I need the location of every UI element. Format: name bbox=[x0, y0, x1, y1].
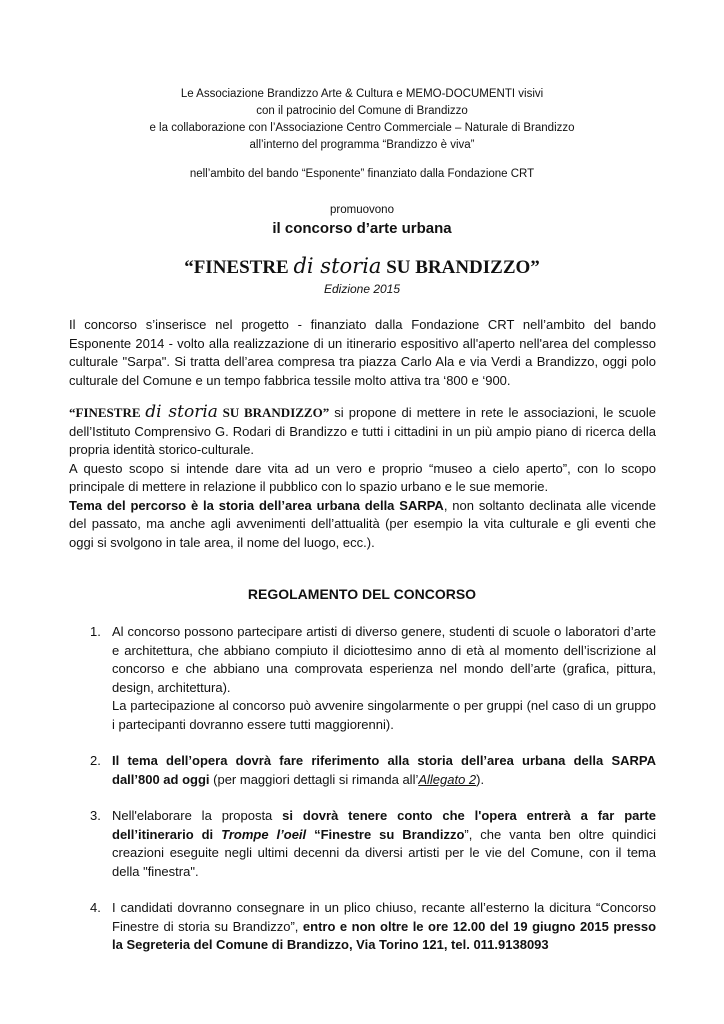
promuovono-text: promuovono bbox=[330, 204, 394, 216]
list-item bbox=[69, 752, 656, 789]
header-line-3: e la collaborazione con l’Associazione Centro Commerciale – Naturale di Brandizzo bbox=[149, 122, 575, 134]
item-number: 2. bbox=[90, 753, 101, 768]
list-item bbox=[69, 899, 656, 955]
intro-p2 bbox=[69, 403, 656, 460]
item3-text bbox=[112, 807, 656, 881]
main-title-part-c: SU BRANDIZZO” bbox=[381, 257, 540, 278]
item3-rest: ”, che vanta ben oltre quindici creazioni eseguite negli ultimi decenni da diversi artisti per le vie del Comune, con il tema della "finestra". bbox=[112, 826, 656, 879]
intro-p2-title-c: SU BRANDIZZO” bbox=[217, 405, 330, 420]
header-block bbox=[0, 86, 724, 154]
item3-bold-italic: Trompe l’oeil bbox=[221, 826, 307, 842]
list-item bbox=[69, 807, 656, 881]
header-line-5: nell’ambito del bando “Esponente” finanziato dalla Fondazione CRT bbox=[189, 168, 535, 180]
intro-p2-rest: si propone di mettere in rete le associazioni, le scuole dell’Istituto Comprensivo G. Rodari di Brandizzo e tutti i cittadini in un più ampio piano di ricerca della propria identità storico-culturale. bbox=[69, 405, 656, 457]
regolamento-list bbox=[69, 623, 656, 955]
intro-p4 bbox=[69, 497, 656, 553]
regolamento-title: REGOLAMENTO DEL CONCORSO bbox=[247, 586, 477, 602]
item3-a: Nell'elaborare la proposta bbox=[112, 808, 283, 823]
item3-bold-2: “Finestre su Brandizzo bbox=[306, 826, 465, 842]
item3-bold-1: si dovrà tenere conto che l'opera entrerà a far parte dell’itinerario di bbox=[112, 808, 656, 842]
item4-a: I candidati dovranno consegnare in un plico chiuso, recante all’esterno la dicitura “Concorso Finestre di storia su Brandizzo”, bbox=[112, 900, 656, 934]
edizione-text: Edizione 2015 bbox=[323, 282, 401, 296]
header-line-4: all’interno del programma “Brandizzo è viva” bbox=[249, 139, 475, 151]
item2-end: ). bbox=[476, 771, 485, 787]
list-item bbox=[69, 623, 656, 734]
item2-mid: (per maggiori dettagli si rimanda all’ bbox=[209, 771, 419, 787]
intro-paragraph-1 bbox=[69, 316, 656, 390]
concorso-title: il concorso d’arte urbana bbox=[272, 220, 452, 237]
item1-text-b: La partecipazione al concorso può avvenire singolarmente o per gruppi (nel caso di un gruppo i partecipanti dovranno essere tutti maggiorenni). bbox=[112, 698, 656, 732]
main-title-part-a: “FINESTRE bbox=[184, 257, 294, 278]
intro-block-2 bbox=[69, 403, 656, 552]
intro-p4-bold: Tema del percorso è la storia dell’area urbana della SARPA bbox=[69, 497, 444, 513]
item4-text bbox=[112, 899, 656, 955]
item2-text bbox=[112, 752, 656, 789]
header-line-2: con il patrocinio del Comune di Brandizzo bbox=[256, 105, 468, 117]
intro-p4-rest: , non soltanto declinata alle vicende del passato, ma anche agli avvenimenti dell’attualità (per esempio la vita culturale e gli eventi che oggi si svolgono in tale area, il nome del luogo, ecc.). bbox=[69, 497, 656, 550]
allegato-2-link[interactable]: Allegato 2 bbox=[418, 771, 477, 787]
item4-bold: entro e non oltre le ore 12.00 del 19 giugno 2015 presso la Segreteria del Comune di Brandizzo, Via Torino 121, tel. 011.9138093 bbox=[112, 918, 657, 952]
main-title bbox=[0, 253, 724, 281]
intro-p3: A questo scopo si intende dare vita ad un vero e proprio “museo a cielo aperto”, con lo scopo principale di mettere in relazione il pubblico con lo spazio urbano e le sue memorie. bbox=[69, 460, 656, 494]
main-title-part-b: di storia bbox=[293, 254, 382, 278]
item2-bold: Il tema dell’opera dovrà fare riferimento alla storia dell’area urbana della SARPA dall’800 ad oggi bbox=[112, 753, 656, 787]
item-number: 1. bbox=[90, 624, 101, 639]
intro-p1: Il concorso s’inserisce nel progetto - finanziato dalla Fondazione CRT nell’ambito del bando Esponente 2014 - volto alla realizzazione di un itinerario espositivo all'aperto nell'area del complesso culturale "Sarpa". Si tratta dell’area compresa tra piazza Carlo Ala e via Verdi a Brandizzo, oggi polo culturale del Comune e un tempo fabbrica tessile molto attiva tra ‘800 e ‘900. bbox=[69, 317, 656, 388]
item-number: 4. bbox=[90, 900, 101, 915]
item-number: 3. bbox=[90, 808, 101, 823]
header-line-1: Le Associazione Brandizzo Arte & Cultura e MEMO-DOCUMENTI visivi bbox=[180, 88, 544, 100]
intro-p2-title-a: “FINESTRE bbox=[69, 405, 146, 420]
intro-p2-title-b: di storia bbox=[145, 402, 218, 422]
item1-text-a: Al concorso possono partecipare artisti di diverso genere, studenti di scuole o laboratori d’arte e architettura, che abbiano compiuto il diciottesimo anno di età al momento dell’iscrizione al concorso e che abbiano una comprovata esperienza nel mondo dell’arte (grafica, pittura, design, architettura). bbox=[112, 624, 656, 695]
